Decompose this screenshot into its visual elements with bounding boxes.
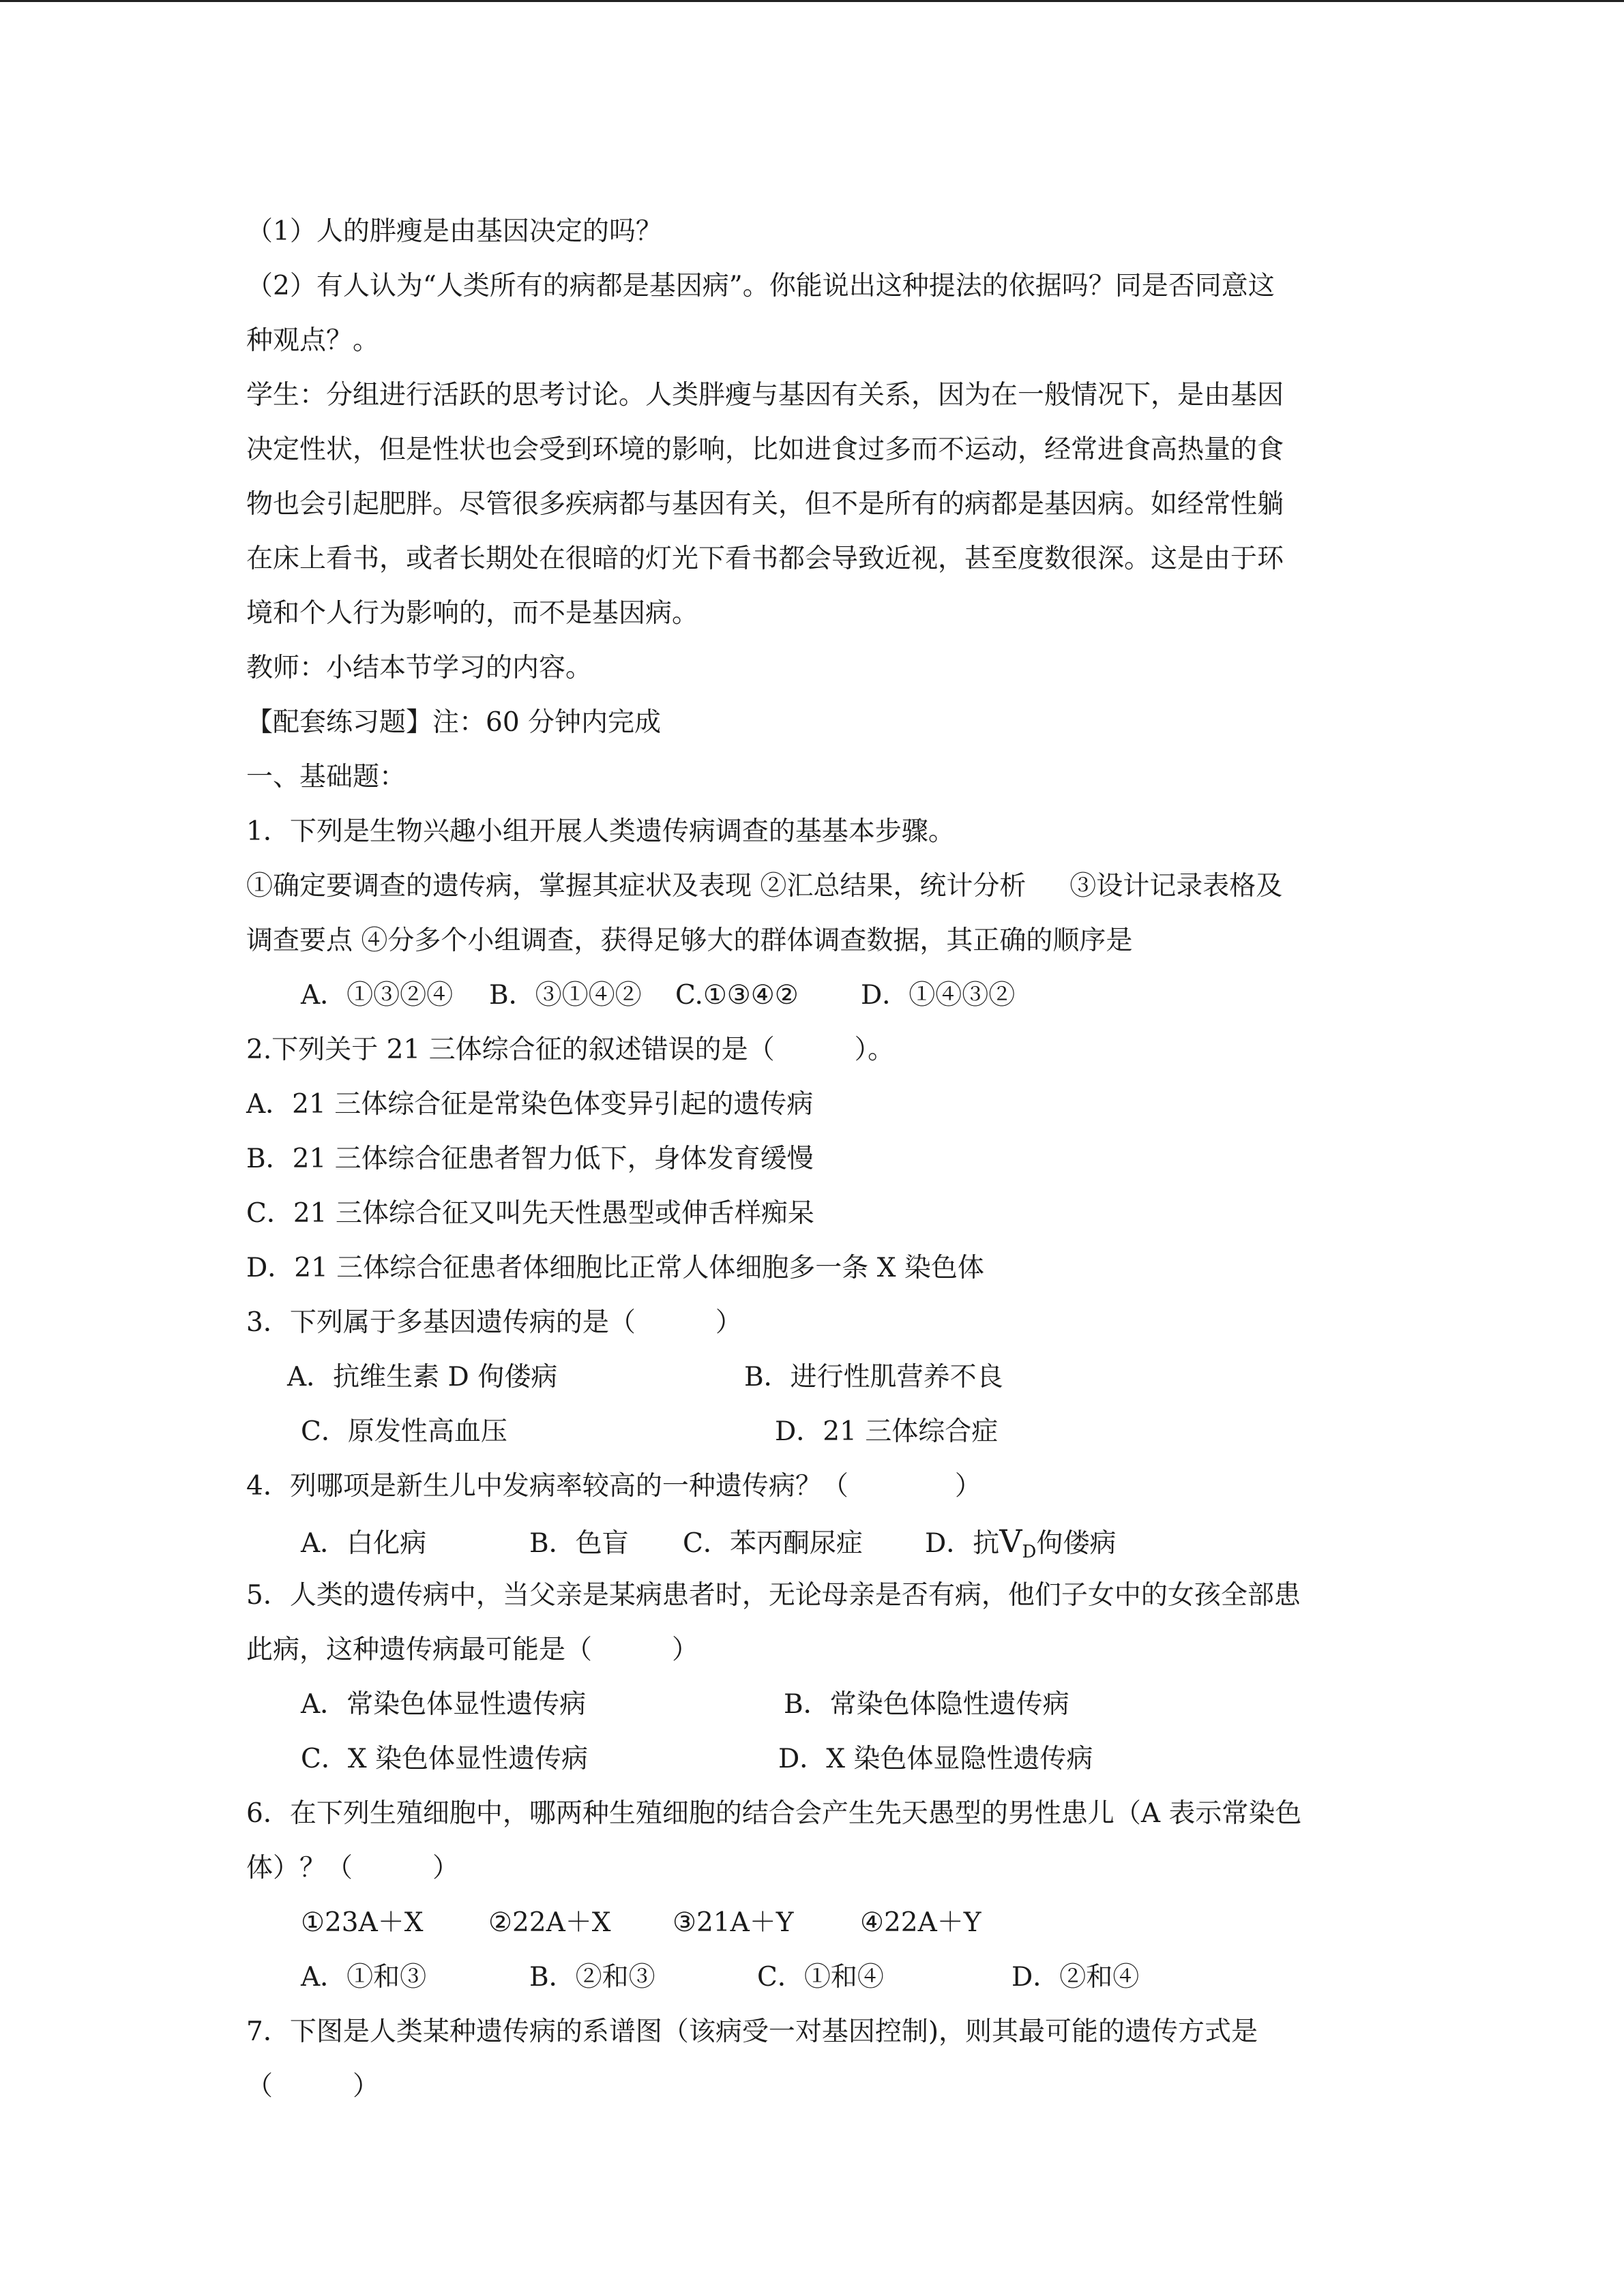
q1-option-b: B．③①④②	[489, 980, 642, 1011]
teacher-summary: 教师：小结本节学习的内容。	[246, 653, 593, 683]
q4-stem: 4．列哪项是新生儿中发病率较高的一种遗传病？（ ）	[246, 1471, 981, 1502]
q4-option-a: A．白化病	[301, 1528, 427, 1559]
q3-option-c: C．原发性高血压	[301, 1416, 507, 1447]
q3-option-d: D．21 三体综合症	[775, 1416, 999, 1447]
q4-options	[246, 1514, 1392, 1568]
section-heading: 一、基础题：	[246, 762, 407, 792]
question-1-text: （1）人的胖瘦是由基因决定的吗？	[246, 216, 662, 247]
q1-steps-a: ①确定要调查的遗传病，掌握其症状及表现 ②汇总结果，统计分析 ③设计记录表格及	[246, 871, 1283, 901]
q2-stem: 2.下列关于 21 三体综合征的叙述错误的是（ ）。	[246, 1034, 895, 1065]
q3-stem: 3．下列属于多基因遗传病的是（ ）	[246, 1307, 742, 1338]
student-answer-3: 物也会引起肥胖。尽管很多疾病都与基因有关，但不是所有的病都是基因病。如经常性躺	[246, 489, 1284, 520]
student-answer-1: 学生：分组进行活跃的思考讨论。人类胖瘦与基因有关系，因为在一般情况下，是由基因	[246, 380, 1284, 411]
q5-option-c: C．X 染色体显性遗传病	[301, 1744, 589, 1774]
q2-option-c: C．21 三体综合征又叫先天性愚型或伸舌样痴呆	[246, 1198, 814, 1229]
q1-steps-b: 调查要点 ④分多个小组调查，获得足够大的群体调查数据，其正确的顺序是	[246, 925, 1133, 956]
q5-option-a: A．常染色体显性遗传病	[301, 1689, 587, 1720]
document-page	[246, 205, 1392, 2114]
q3-option-a: A．抗维生素 D 佝偻病	[287, 1362, 558, 1392]
q6-item-3: ③21A＋Y	[673, 1907, 794, 1938]
q4-option-b: B．色盲	[529, 1528, 629, 1559]
q1-option-a: A．①③②④	[301, 980, 454, 1011]
q1-option-c: C.①③④②	[675, 980, 799, 1011]
q7-stem-a: 7．下图是人类某种遗传病的系谱图（该病受一对基因控制)，则其最可能的遗传方式是	[246, 2016, 1258, 2047]
q5-option-b: B．常染色体隐性遗传病	[784, 1689, 1069, 1720]
q5-stem-a: 5．人类的遗传病中，当父亲是某病患者时，无论母亲是否有病，他们子女中的女孩全部患	[246, 1580, 1301, 1611]
q6-items	[246, 1896, 1392, 1950]
q5-stem-b: 此病，这种遗传病最可能是（ ）	[246, 1635, 699, 1665]
q2-option-b: B．21 三体综合征患者智力低下，身体发育缓慢	[246, 1144, 814, 1174]
q1-option-d: D．①④③②	[861, 980, 1016, 1011]
q5-option-d: D．X 染色体显隐性遗传病	[778, 1744, 1093, 1774]
q4-option-c: C．苯丙酮尿症	[683, 1528, 863, 1559]
q4-option-d-prefix: D．抗	[925, 1528, 1000, 1559]
q4-option-d-subscript: D	[1022, 1542, 1037, 1562]
q3-option-b: B．进行性肌营养不良	[744, 1362, 1003, 1392]
q6-item-4: ④22A＋Y	[860, 1907, 981, 1938]
q5-options-row-2	[246, 1732, 1392, 1787]
q1-stem: 1．下列是生物兴趣小组开展人类遗传病调查的基基本步骤。	[246, 816, 955, 847]
q2-option-d: D．21 三体综合征患者体细胞比正常人体细胞多一条 X 染色体	[246, 1253, 984, 1283]
question-2-text-b: 种观点？。	[246, 325, 380, 356]
q3-options-row-1	[246, 1350, 1392, 1405]
q6-stem-a: 6．在下列生殖细胞中，哪两种生殖细胞的结合会产生先天愚型的男性患儿（A 表示常染色	[246, 1798, 1302, 1829]
q6-item-2: ②22A＋X	[488, 1907, 611, 1938]
q6-options	[246, 1950, 1392, 2005]
question-2-text-a: （2）有人认为“人类所有的病都是基因病”。你能说出这种提法的依据吗？同是否同意这	[246, 271, 1275, 301]
q4-option-d-v: V	[999, 1523, 1022, 1560]
q5-options-row-1	[246, 1678, 1392, 1732]
q2-option-a: A．21 三体综合征是常染色体变异引起的遗传病	[246, 1089, 814, 1120]
q1-options	[246, 968, 1392, 1023]
student-answer-2: 决定性状，但是性状也会受到环境的影响，比如进食过多而不运动，经常进食高热量的食	[246, 434, 1284, 465]
exercise-heading: 【配套练习题】注：60 分钟内完成	[246, 707, 662, 738]
q6-option-a: A．①和③	[301, 1962, 427, 1993]
q7-stem-b: （ ）	[246, 2071, 380, 2102]
q6-option-d: D．②和④	[1012, 1962, 1140, 1993]
q6-option-b: B．②和③	[529, 1962, 655, 1993]
q3-options-row-2	[246, 1405, 1392, 1459]
q6-item-1: ①23A＋X	[301, 1907, 424, 1938]
q4-option-d-suffix: 佝偻病	[1036, 1528, 1117, 1559]
header-rule	[0, 0, 1624, 2]
student-answer-4: 在床上看书，或者长期处在很暗的灯光下看书都会导致近视，甚至度数很深。这是由于环	[246, 543, 1284, 574]
student-answer-5: 境和个人行为影响的，而不是基因病。	[246, 598, 699, 629]
q6-option-c: C．①和④	[757, 1962, 884, 1993]
q6-stem-b: 体）？（ ）	[246, 1853, 460, 1883]
